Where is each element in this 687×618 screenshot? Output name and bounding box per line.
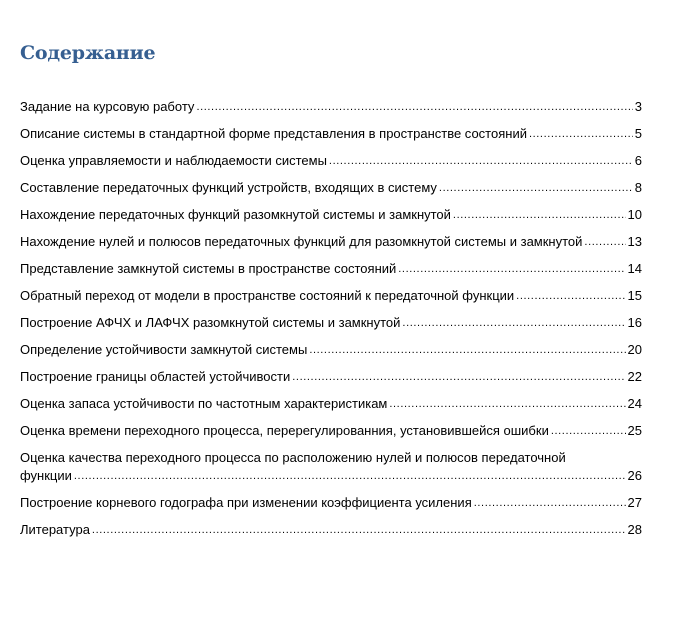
toc-dot-leader bbox=[472, 494, 626, 512]
toc-entry-page: 14 bbox=[627, 261, 642, 276]
toc-dot-leader bbox=[387, 395, 625, 413]
toc-entry[interactable] bbox=[20, 494, 642, 512]
toc-entry[interactable] bbox=[20, 422, 642, 440]
toc-dot-leader bbox=[194, 98, 632, 116]
toc-entry-page: 13 bbox=[627, 234, 642, 249]
toc-dot-leader bbox=[400, 314, 625, 332]
toc-entry-page: 24 bbox=[627, 396, 642, 411]
toc-entry-title: Оценка запаса устойчивости по частотным характеристикам bbox=[20, 396, 388, 411]
toc-entry-page: 3 bbox=[634, 99, 642, 114]
toc-entry-title: Оценка времени переходного процесса, перерегулированния, установившейся ошибки bbox=[20, 423, 549, 438]
toc-entry-title: Построение корневого годографа при изменении коэффициента усиления bbox=[20, 495, 472, 510]
toc-entry[interactable] bbox=[20, 314, 642, 332]
toc-entry-page: 10 bbox=[627, 207, 642, 222]
toc-entry[interactable] bbox=[20, 449, 642, 485]
toc-entry-title: Нахождение нулей и полюсов передаточных функций для разомкнутой системы и замкнутой bbox=[20, 234, 583, 249]
toc-entry-page: 27 bbox=[627, 495, 642, 510]
toc-entry[interactable] bbox=[20, 260, 642, 278]
toc-entry-title: Оценка управляемости и наблюдаемости системы bbox=[20, 153, 327, 168]
toc-heading: Содержание bbox=[20, 42, 156, 64]
toc-entry-title: Задание на курсовую работу bbox=[20, 99, 195, 114]
toc-dot-leader bbox=[549, 422, 626, 440]
toc-entry[interactable] bbox=[20, 233, 642, 251]
toc-entry[interactable] bbox=[20, 206, 642, 224]
toc-entry-page: 16 bbox=[627, 315, 642, 330]
table-of-contents bbox=[20, 98, 642, 548]
toc-entry-title: Составление передаточных функций устройств, входящих в систему bbox=[20, 180, 437, 195]
toc-entry-page: 22 bbox=[627, 369, 642, 384]
toc-dot-leader bbox=[290, 368, 625, 386]
toc-entry-page: 15 bbox=[627, 288, 642, 303]
toc-entry-title-line2: функции bbox=[20, 468, 72, 483]
toc-entry[interactable] bbox=[20, 125, 642, 143]
toc-entry-title-line1: Оценка качества переходного процесса по расположению нулей и полюсов передаточной bbox=[20, 450, 566, 465]
toc-entry-title: Обратный переход от модели в пространстве состояний к передаточной функции bbox=[20, 288, 515, 303]
toc-dot-leader bbox=[527, 125, 633, 143]
toc-dot-leader bbox=[72, 467, 626, 485]
toc-entry[interactable] bbox=[20, 341, 642, 359]
toc-entry-page: 26 bbox=[627, 468, 642, 483]
toc-entry-title: Описание системы в стандартной форме представления в пространстве состояний bbox=[20, 126, 527, 141]
toc-dot-leader bbox=[307, 341, 625, 359]
toc-entry-title: Нахождение передаточных функций разомкнутой системы и замкнутой bbox=[20, 207, 451, 222]
toc-dot-leader bbox=[582, 233, 625, 251]
toc-entry-page: 28 bbox=[627, 522, 642, 537]
toc-entry-page: 20 bbox=[627, 342, 642, 357]
toc-entry-title: Построение границы областей устойчивости bbox=[20, 369, 291, 384]
toc-entry-page: 25 bbox=[627, 423, 642, 438]
toc-entry[interactable] bbox=[20, 287, 642, 305]
toc-entry-title: Представление замкнутой системы в пространстве состояний bbox=[20, 261, 397, 276]
toc-entry-title: Литература bbox=[20, 522, 90, 537]
toc-dot-leader bbox=[437, 179, 633, 197]
toc-entry[interactable] bbox=[20, 179, 642, 197]
toc-entry[interactable] bbox=[20, 395, 642, 413]
toc-dot-leader bbox=[327, 152, 633, 170]
toc-dot-leader bbox=[396, 260, 625, 278]
toc-entry[interactable] bbox=[20, 152, 642, 170]
toc-entry[interactable] bbox=[20, 521, 642, 539]
toc-entry-page: 5 bbox=[634, 126, 642, 141]
toc-entry[interactable] bbox=[20, 98, 642, 116]
toc-dot-leader bbox=[451, 206, 626, 224]
toc-entry[interactable] bbox=[20, 368, 642, 386]
toc-entry-title: Определение устойчивости замкнутой системы bbox=[20, 342, 308, 357]
toc-entry-title: Построение АФЧХ и ЛАФЧХ разомкнутой системы и замкнутой bbox=[20, 315, 401, 330]
toc-entry-page: 6 bbox=[634, 153, 642, 168]
toc-dot-leader bbox=[514, 287, 625, 305]
toc-dot-leader bbox=[90, 521, 626, 539]
toc-entry-page: 8 bbox=[634, 180, 642, 195]
